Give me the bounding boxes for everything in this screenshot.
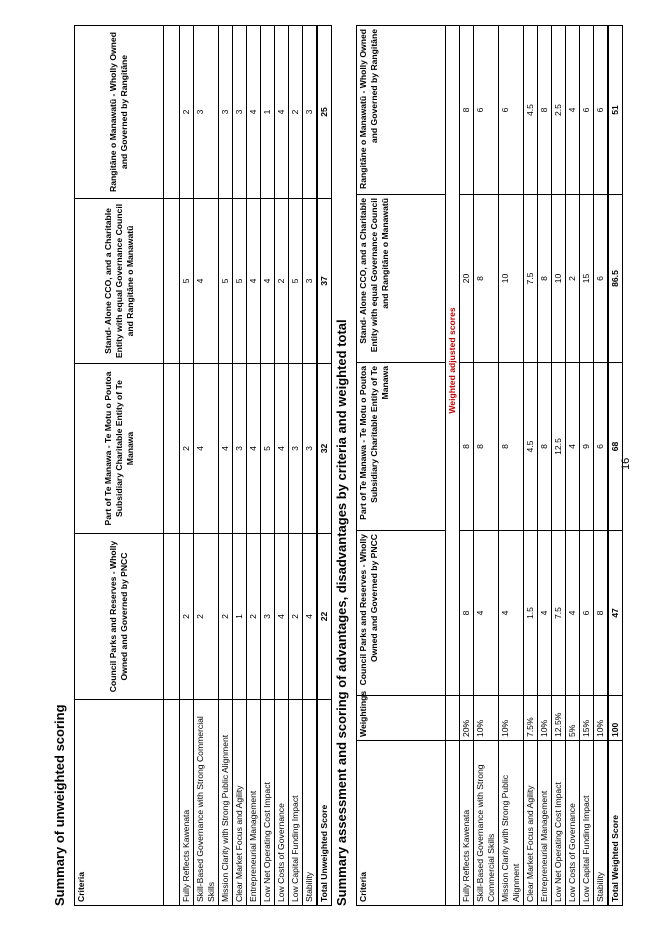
unweighted-table	[74, 25, 332, 906]
total-score: 25	[317, 26, 332, 199]
score-cell: 3	[303, 26, 318, 199]
score-cell: 3	[303, 364, 318, 534]
criteria-cell: Mission Clarity with Strong Public Alignment	[219, 700, 233, 906]
total-score: 86.5	[608, 195, 623, 363]
total-label: Total Unweighted Score	[317, 700, 332, 906]
score-cell: 4	[194, 364, 219, 534]
score-cell: 4	[275, 364, 289, 534]
score-cell: 3	[233, 26, 247, 199]
score-cell: 2	[219, 534, 233, 700]
total-row	[317, 26, 332, 906]
table-row	[261, 26, 275, 906]
weightings-header: Weightings	[357, 696, 446, 741]
criteria-cell: Stability	[303, 700, 318, 906]
table-row	[303, 26, 318, 906]
table-row	[524, 26, 538, 906]
spacer-cell	[164, 26, 180, 199]
criteria-cell: Fully Reflects Kawenata	[460, 741, 474, 906]
unweighted-heading: Summary of unweighted scoring	[52, 704, 67, 906]
criteria-cell: Low Net Operating Cost Impact	[552, 741, 566, 906]
score-cell: 4	[566, 363, 580, 531]
score-cell: 5	[289, 199, 303, 364]
criteria-cell: Low Capital Funding Impact	[289, 700, 303, 906]
table-row	[194, 26, 219, 906]
total-label: Total Weighted Score	[608, 741, 623, 906]
total-score: 51	[608, 26, 623, 195]
score-cell: 4	[303, 534, 318, 700]
total-score: 47	[608, 531, 623, 696]
criteria-cell: Low Net Operating Cost Impact	[261, 700, 275, 906]
score-cell: 8	[594, 531, 609, 696]
score-cell: 4	[247, 364, 261, 534]
table-row	[566, 26, 580, 906]
criteria-header: Criteria	[357, 741, 446, 906]
criteria-cell: Fully Reflects Kawenata	[180, 700, 194, 906]
score-cell: 9	[580, 363, 594, 531]
table-row	[247, 26, 261, 906]
weighting-cell: 15%	[580, 696, 594, 741]
score-cell: 6	[594, 26, 609, 195]
score-cell: 5	[219, 199, 233, 364]
total-score: 32	[317, 364, 332, 534]
score-cell: 6	[474, 26, 499, 195]
score-cell: 2	[289, 26, 303, 199]
total-score: 37	[317, 199, 332, 364]
table-row	[289, 26, 303, 906]
score-cell: 4	[275, 26, 289, 199]
score-cell: 4	[194, 199, 219, 364]
score-cell: 5	[233, 199, 247, 364]
score-cell: 1	[233, 534, 247, 700]
score-cell: 4	[474, 531, 499, 696]
score-cell: 3	[194, 26, 219, 199]
score-cell: 2.5	[552, 26, 566, 195]
score-cell: 20	[460, 195, 474, 363]
score-cell: 8	[460, 363, 474, 531]
score-cell: 2	[275, 199, 289, 364]
column-header: Council Parks and Reserves - Wholly Owned and Governed by PNCC	[357, 531, 446, 696]
score-cell: 8	[538, 363, 552, 531]
score-cell: 12.5	[552, 363, 566, 531]
table-row	[180, 26, 194, 906]
table-row	[474, 26, 499, 906]
table-row	[594, 26, 609, 906]
score-cell: 4	[261, 199, 275, 364]
table-row	[275, 26, 289, 906]
score-cell: 8	[474, 363, 499, 531]
score-cell: 2	[194, 534, 219, 700]
spacer-cell	[446, 696, 460, 741]
score-cell: 8	[538, 26, 552, 195]
score-cell: 2	[180, 534, 194, 700]
total-score: 68	[608, 363, 623, 531]
score-cell: 4	[499, 531, 524, 696]
score-cell: 5	[180, 199, 194, 364]
criteria-cell: Low Capital Funding Impact	[580, 741, 594, 906]
table-row	[460, 26, 474, 906]
criteria-cell: Mission Clarity with Strong Public Alignment	[499, 741, 524, 906]
score-cell: 7.5	[524, 195, 538, 363]
score-cell: 3	[219, 26, 233, 199]
score-cell: 7.5	[552, 531, 566, 696]
criteria-cell: Clear Market Focus and Agility	[524, 741, 538, 906]
column-header: Stand- Alone CCO, and a Charitable Entity with equal Governance Council and Rangitāne o Manawatū	[75, 199, 164, 364]
score-cell: 6	[499, 26, 524, 195]
total-score: 22	[317, 534, 332, 700]
score-cell: 8	[499, 363, 524, 531]
score-cell: 4	[247, 26, 261, 199]
score-cell: 2	[289, 534, 303, 700]
spacer-cell	[164, 534, 180, 700]
score-cell: 6	[594, 363, 609, 531]
criteria-cell: Entrepreneurial Management	[538, 741, 552, 906]
score-cell: 4	[566, 26, 580, 195]
score-cell: 4	[219, 364, 233, 534]
criteria-cell: Clear Market Focus and Agility	[233, 700, 247, 906]
score-cell: 4	[538, 531, 552, 696]
weighting-cell: 7.5%	[524, 696, 538, 741]
weighted-heading: Summary assessment and scoring of advantages, disadvantages by criteria and weighted total	[334, 319, 349, 906]
column-header: Rangitāne o Manawatū - Wholly Owned and Governed by Rangitāne	[357, 26, 446, 195]
spacer-cell	[164, 364, 180, 534]
criteria-header: Criteria	[75, 700, 164, 906]
score-cell: 8	[460, 26, 474, 195]
score-cell: 8	[460, 531, 474, 696]
score-cell: 2	[180, 364, 194, 534]
score-cell: 4.5	[524, 26, 538, 195]
score-cell: 8	[538, 195, 552, 363]
score-cell: 8	[474, 195, 499, 363]
score-cell: 3	[303, 199, 318, 364]
table-row	[499, 26, 524, 906]
table-row	[538, 26, 552, 906]
criteria-cell: Low Costs of Governance	[566, 741, 580, 906]
weighting-cell: 10%	[594, 696, 609, 741]
weighting-cell: 20%	[460, 696, 474, 741]
weighting-cell: 10%	[538, 696, 552, 741]
score-cell: 3	[233, 364, 247, 534]
score-cell: 10	[552, 195, 566, 363]
column-header: Council Parks and Reserves - Wholly Owned and Governed by PNCC	[75, 534, 164, 700]
score-cell: 10	[499, 195, 524, 363]
spacer-cell	[164, 199, 180, 364]
weighting-cell: 12.5%	[552, 696, 566, 741]
criteria-cell: Entrepreneurial Management	[247, 700, 261, 906]
score-cell: 6	[580, 26, 594, 195]
page-number: 16	[620, 457, 632, 470]
criteria-cell: Skill-Based Governance with Strong Commercial Skills	[474, 741, 499, 906]
table-row	[233, 26, 247, 906]
score-cell: 5	[261, 364, 275, 534]
score-cell: 3	[261, 534, 275, 700]
score-cell: 6	[594, 195, 609, 363]
column-header: Stand- Alone CCO, and a Charitable Entity with equal Governance Council and Rangitāne o Manawatū	[357, 195, 446, 363]
total-weighting: 100	[608, 696, 623, 741]
weighted-adjusted-label: Weighted adjusted scores	[446, 26, 460, 696]
spacer-cell	[164, 700, 180, 906]
score-cell: 1.5	[524, 531, 538, 696]
column-header: Rangitāne o Manawatū - Wholly Owned and Governed by Rangitāne	[75, 26, 164, 199]
table-row	[552, 26, 566, 906]
column-header: Part of Te Manawa - Te Motu o Poutoa Subsidiary Charitable Entity of Te Manawa	[75, 364, 164, 534]
score-cell: 2	[180, 26, 194, 199]
criteria-cell: Stability	[594, 741, 609, 906]
table-row	[580, 26, 594, 906]
spacer-cell	[446, 741, 460, 906]
weighting-cell: 10%	[474, 696, 499, 741]
score-cell: 2	[247, 534, 261, 700]
score-cell: 15	[580, 195, 594, 363]
weighted-table	[356, 25, 623, 906]
criteria-cell: Skill-Based Governance with Strong Commercial Skills	[194, 700, 219, 906]
score-cell: 2	[566, 195, 580, 363]
score-cell: 6	[580, 531, 594, 696]
table-row	[219, 26, 233, 906]
score-cell: 3	[289, 364, 303, 534]
score-cell: 1	[261, 26, 275, 199]
score-cell: 4	[247, 199, 261, 364]
weighting-cell: 5%	[566, 696, 580, 741]
score-cell: 4.5	[524, 363, 538, 531]
column-header: Part of Te Manawa - Te Motu o Poutoa Subsidiary Charitable Entity of Te Manawa	[357, 363, 446, 531]
criteria-cell: Low Costs of Governance	[275, 700, 289, 906]
weighting-cell: 10%	[499, 696, 524, 741]
score-cell: 4	[566, 531, 580, 696]
score-cell: 4	[275, 534, 289, 700]
